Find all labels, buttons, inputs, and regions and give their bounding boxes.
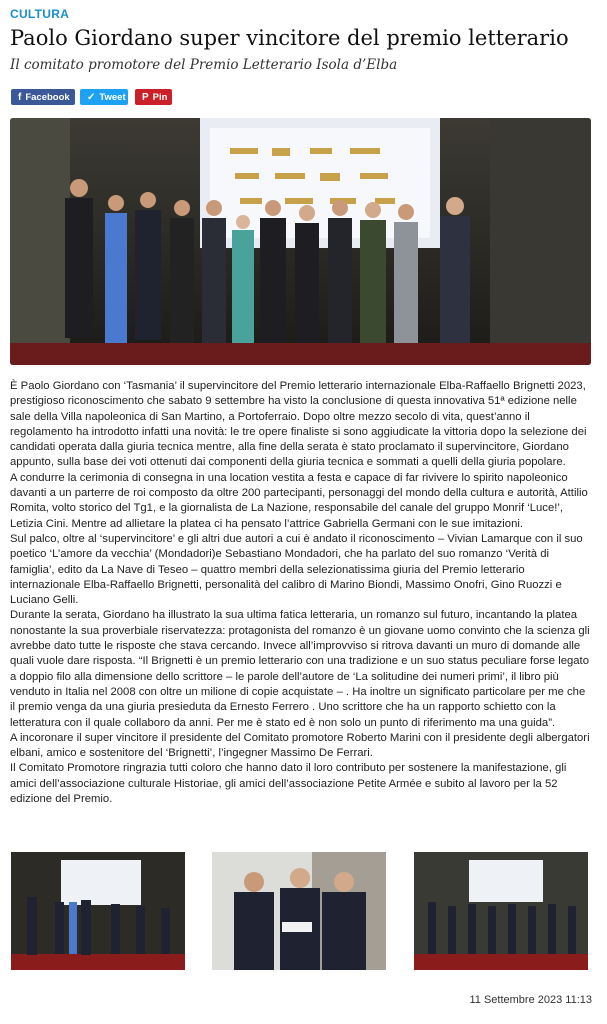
publish-date: 11 Settembre 2023 11:13: [469, 994, 592, 1006]
paragraph: Il Comitato Promotore ringrazia tutti coloro che hanno dato il loro contributo per sostenere la manifestazione, gli amici dell’associazione culturale Historiae, gli amici dell’associazione Petite Armée e subito al lavoro per la 52 edizione del Premio.: [10, 762, 567, 806]
paragraph: A incoronare il super vincitore il presidente del Comitato promotore Roberto Marini con il presidente degli albergatori elbani, amico e sostenitore del ‘Brignetti’, l’ingegner Massimo De Ferrari.: [10, 731, 590, 760]
share-pinterest-label: Pin: [152, 91, 168, 103]
share-facebook-button[interactable]: [11, 89, 75, 105]
gallery-thumbnail[interactable]: [11, 852, 185, 970]
category-label[interactable]: CULTURA: [10, 7, 70, 21]
gallery-thumbnail[interactable]: [212, 852, 386, 970]
article-body: [10, 379, 593, 807]
article-subtitle: Il comitato promotore del Premio Letterario Isola d’Elba: [10, 57, 398, 73]
twitter-icon: ✓: [87, 91, 96, 103]
article-title: Paolo Giordano super vincitore del premio letterario: [10, 26, 569, 50]
gallery-thumbnail[interactable]: [414, 852, 588, 970]
paragraph: Durante la serata, Giordano ha illustrato la sua ultima fatica letteraria, un romanzo sul futuro, incantando la platea nonostante la sua proverbiale riservatezza: protagonista del romanzo è un giovane uomo convinto che la scienza gli avrebbe dato tutte le risposte che stava cercando. Invece all’improvviso si ritrova davanti un muro di domande alle quali vuole dare risposta. “Il Brignetti è un premio letterario con una tradizione e un suo status peculiare forse legato a doppio filo alla dimensione dello scrittore – le parole dell’autore de ‘La solitudine dei numeri primi’, il libro più venduto in Italia nel 2008 con oltre un milione di copie acquistate – . Ha inoltre un significato particolare per me che il premio venga da una giuria presieduta da Ernesto Ferrero . Uno scrittore che ha un rapporto schietto con la letteratura con il quale collaboro da anni. Per me è stato ed è non solo un punto di riferimento ma una guida”.: [10, 609, 590, 729]
share-pinterest-button[interactable]: [135, 89, 172, 105]
hero-photo[interactable]: [10, 118, 591, 365]
share-facebook-label: Facebook: [25, 91, 70, 103]
share-twitter-label: Tweet: [99, 91, 126, 103]
paragraph: È Paolo Giordano con ‘Tasmania’ il supervincitore del Premio letterario internazionale Elba-Raffaello Brignetti 2023, prestigioso riconoscimento che sabato 9 settembre ha visto la conclusione di questa innovativa 51ª edizione nelle sale della Villa napoleonica di San Martino, a Portoferraio. Dopo oltre mezzo secolo di vita, quest’anno il regolamento ha introdotto infatti una novità: le tre opere finaliste si sono aggiudicate la vittoria dopo la selezione dei candidati operata dalla giuria tecnica mentre, alla fine della serata è stato proclamato il supervincitore, Giordano appunto, sulla base dei voti ottenuti dai componenti della giuria tecnica e sommati a quelli della giuria popolare.: [10, 380, 587, 469]
paragraph: A condurre la cerimonia di consegna in una location vestita a festa e capace di far rivivere lo spirito napoleonico davanti a un parterre de roi composto da oltre 200 partecipanti, personaggi del mondo della cultura e autorità, Attilio Romita, volto storico del Tg1, e la giornalista de La Nazione, responsabile del canale del gruppo Monrif ‘Luce!’, Letizia Cini. Mentre ad allietare la platea ci ha pensato l’attrice Gabriella Germani con le sue imitazioni.: [10, 471, 588, 530]
facebook-icon: f: [18, 91, 22, 103]
share-twitter-button[interactable]: [80, 89, 128, 105]
pinterest-icon: P: [142, 91, 149, 103]
paragraph: Sul palco, oltre al ‘supervincitore’ e gli altri due autori a cui è andato il riconoscimento – Vivian Lamarque con il suo poetico ‘L’amore da vecchia’ (Mondadori)e Sebastiano Mondadori, che ha parlato del suo romanzo ‘Verità di famiglia’, edito da La Nave di Teseo – quattro membri della selezionatissima giuria del Premio letterario internazionale Elba-Raffaello Brignetti, personalità del calibro di Marino Biondi, Massimo Onofri, Gino Ruozzi e Luciano Gelli.: [10, 532, 583, 607]
photo-gallery: [0, 852, 607, 970]
